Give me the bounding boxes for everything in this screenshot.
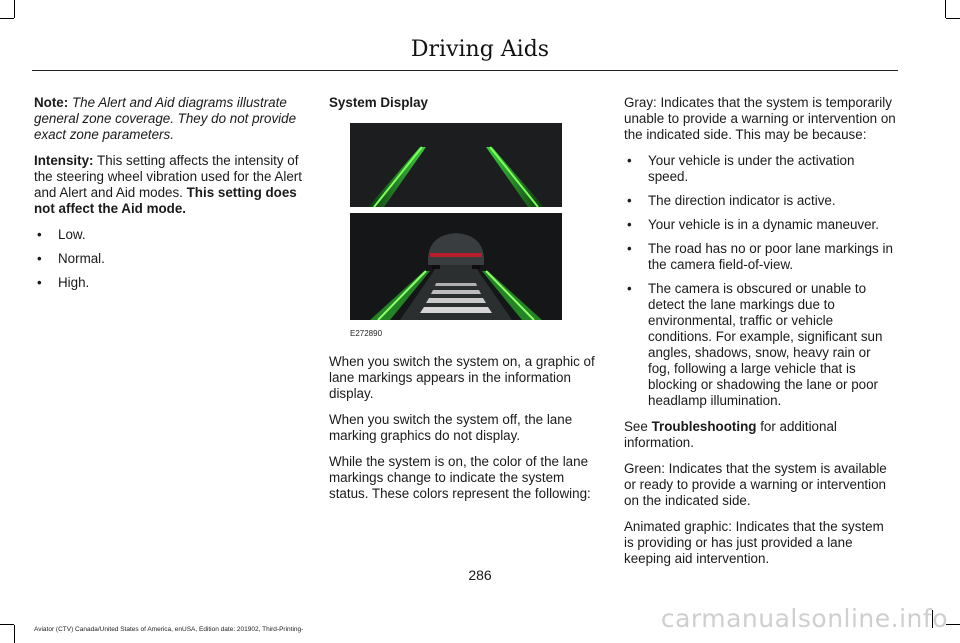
column-left	[34, 95, 306, 301]
note-paragraph	[34, 95, 306, 143]
intensity-paragraph	[34, 153, 306, 217]
list-item: • Your vehicle is in a dynamic maneuver.	[624, 217, 896, 233]
crop-mark	[0, 624, 14, 625]
list-item: • Low.	[34, 227, 306, 243]
intensity-label: Intensity:	[34, 153, 94, 168]
list-item: • The camera is obscured or unable to detect the lane markings due to environmental, traffic or vehicle conditions. For example, significant sun angles, shadows, snow, heavy rain or fog, following a large vehicle that is blocking or shadowing the lane or poor headlamp illumination.	[624, 281, 896, 409]
section-heading: System Display	[329, 95, 428, 110]
list-item: • High.	[34, 275, 306, 291]
see-suffix: for additional information.	[624, 419, 837, 450]
paragraph: While the system is on, the color of the lane markings change to indicate the system status. These colors represent the following:	[329, 454, 591, 501]
gray-status-paragraph: Gray: Indicates that the system is temporarily unable to provide a warning or intervention on the indicated side. This may be because:	[624, 95, 896, 142]
crop-mark	[946, 18, 960, 19]
see-prefix: See	[624, 419, 648, 434]
intensity-text: This setting affects the intensity of the steering wheel vibration used for the Alert and Alert and Aid modes.	[34, 153, 302, 200]
lane-graphic-top-image	[350, 123, 562, 207]
column-right	[624, 95, 896, 577]
crop-mark	[946, 624, 960, 625]
edition-footer: Aviator (CTV) Canada/United States of America, enUSA, Edition date: 201902, Third-Printing-	[34, 626, 304, 633]
page-number: 286	[468, 567, 492, 583]
note-text: The Alert and Aid diagrams illustrate general zone coverage. They do not provide exact zone parameters.	[34, 95, 297, 142]
list-item: • Normal.	[34, 251, 306, 267]
intensity-bold-text: This setting does not affect the Aid mode.	[34, 185, 297, 216]
paragraph: When you switch the system on, a graphic of lane markings appears in the information display.	[329, 354, 595, 401]
watermark-logo: carmanualsonline.info	[660, 604, 948, 633]
crop-mark	[0, 18, 14, 19]
green-status-paragraph: Green: Indicates that the system is available or ready to provide a warning or intervention on the indicated side.	[624, 461, 887, 508]
intensity-list	[34, 227, 306, 291]
list-item: • The road has no or poor lane markings in the camera field-of-view.	[624, 241, 896, 273]
column-middle	[329, 95, 601, 512]
gray-reasons-list	[624, 153, 896, 409]
see-also-paragraph	[624, 419, 896, 451]
list-item: • Your vehicle is under the activation speed.	[624, 153, 896, 185]
note-label: Note:	[34, 95, 69, 110]
header-divider	[32, 70, 898, 71]
crop-mark	[945, 0, 946, 18]
list-item: • The direction indicator is active.	[624, 193, 896, 209]
crop-mark	[14, 625, 15, 643]
figure-code: E272890	[350, 329, 383, 338]
animated-status-paragraph: Animated graphic: Indicates that the system is providing or has just provided a lane keeping aid intervention.	[624, 519, 884, 566]
troubleshooting-link: Troubleshooting	[651, 419, 757, 434]
system-display-figure	[350, 123, 562, 342]
paragraph: When you switch the system off, the lane marking graphics do not display.	[329, 412, 573, 443]
crop-mark	[14, 0, 15, 18]
page-title: Driving Aids	[410, 37, 550, 62]
lane-graphic-car-image	[350, 213, 562, 320]
